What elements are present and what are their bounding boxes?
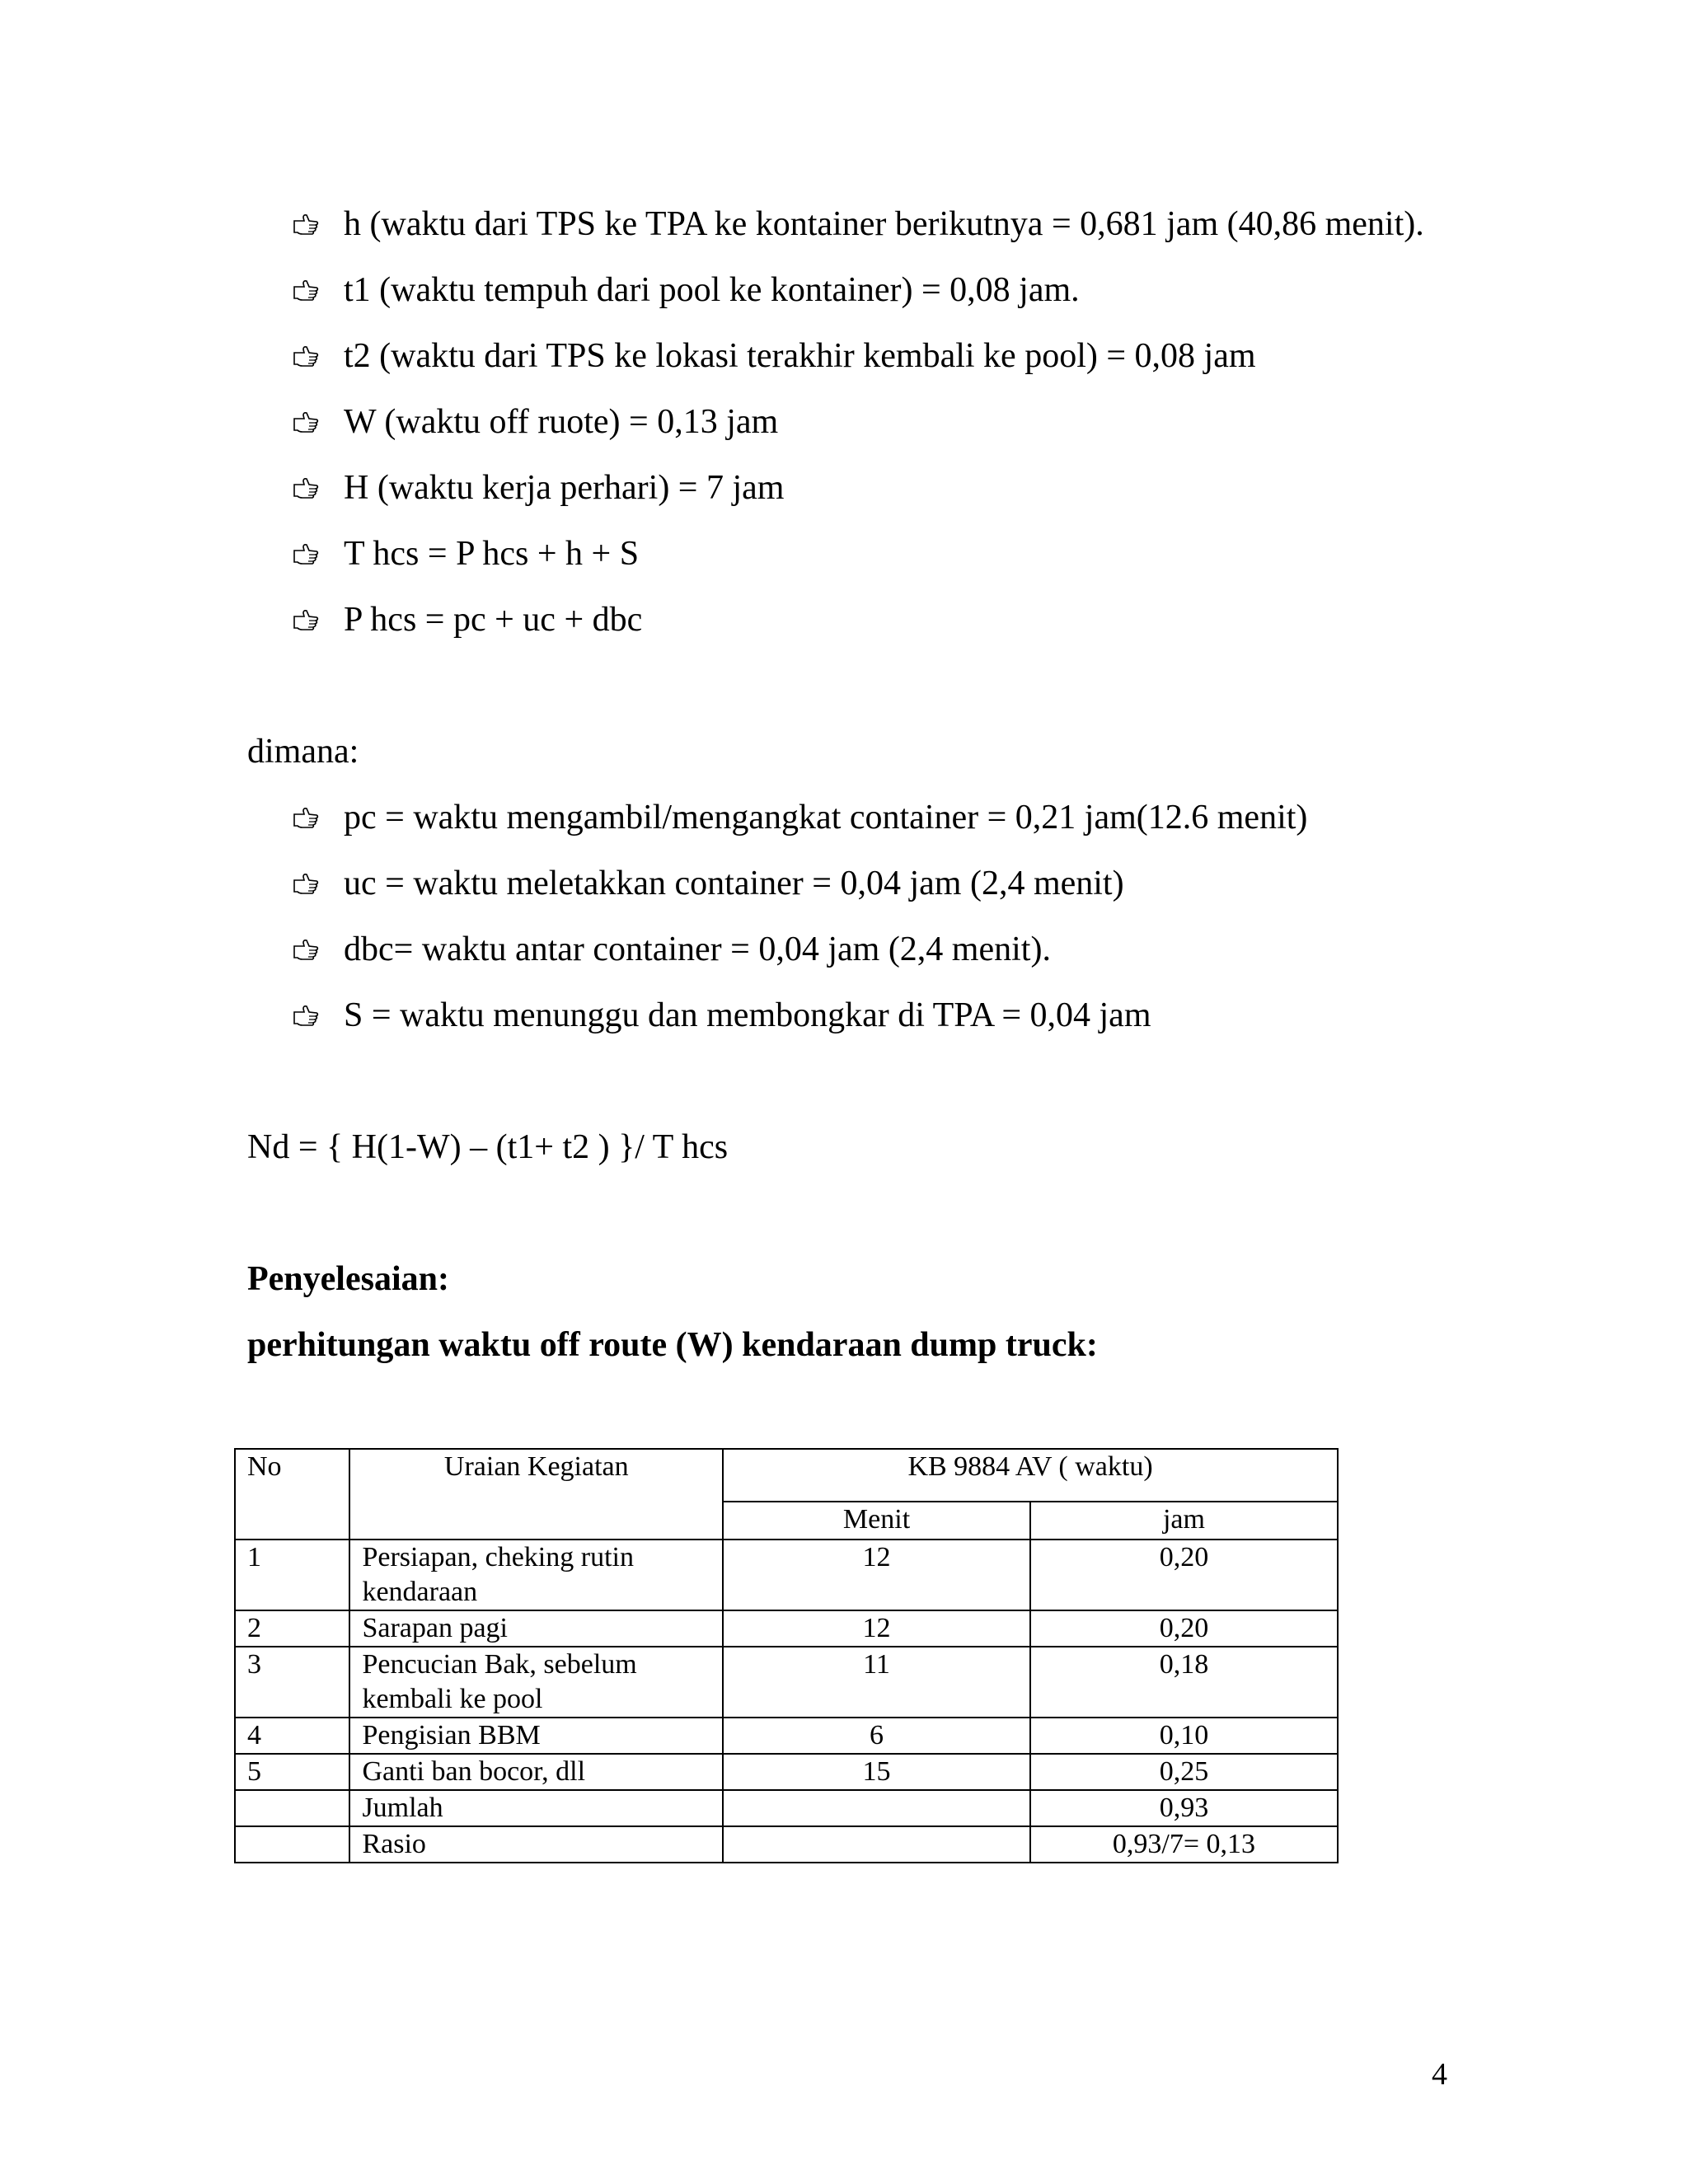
pointing-hand-icon (293, 542, 319, 567)
table-row (235, 1754, 1338, 1790)
table-row (235, 1540, 1338, 1610)
table-header-row (235, 1449, 1338, 1502)
cell-no (235, 1790, 349, 1826)
list-item (293, 785, 1463, 851)
list-item (293, 916, 1463, 982)
cell-no (235, 1826, 349, 1863)
cell-uraian: Persiapan, cheking rutin kendaraan (349, 1540, 723, 1610)
cell-uraian: Pencucian Bak, sebelum kembali ke pool (349, 1647, 723, 1718)
cell-jam: 0,18 (1030, 1647, 1338, 1718)
pointing-hand-icon (293, 1004, 319, 1029)
pointing-hand-icon (293, 344, 319, 369)
pointing-hand-icon (293, 279, 319, 303)
cell-uraian: Pengisian BBM (349, 1718, 723, 1754)
list-item-text: uc = waktu meletakkan container = 0,04 jam (2,4 menit) (344, 865, 1124, 902)
cell-no: 3 (235, 1647, 349, 1718)
list-item-text: dbc= waktu antar container = 0,04 jam (2,4 menit). (344, 930, 1051, 968)
list-item (293, 455, 1463, 521)
header-vehicle-group: KB 9884 AV ( waktu) (723, 1449, 1338, 1502)
cell-uraian: Jumlah (349, 1790, 723, 1826)
cell-jam: 0,10 (1030, 1718, 1338, 1754)
component-list (293, 785, 1463, 1048)
list-item-text: S = waktu menunggu dan membongkar di TPA = 0,04 jam (344, 996, 1151, 1034)
list-item (293, 521, 1463, 587)
list-item-text: t2 (waktu dari TPS ke lokasi terakhir kembali ke pool) = 0,08 jam (344, 337, 1256, 375)
cell-uraian: Rasio (349, 1826, 723, 1863)
list-item-text: h (waktu dari TPS ke TPA ke kontainer berikutnya = 0,681 jam (40,86 menit). (344, 205, 1424, 243)
table-row (235, 1647, 1338, 1718)
list-item (293, 982, 1463, 1048)
table-row (235, 1610, 1338, 1647)
list-item (293, 389, 1463, 455)
table-row-jumlah (235, 1790, 1338, 1826)
list-item-text: pc = waktu mengambil/mengangkat container = 0,21 jam(12.6 menit) (344, 799, 1308, 837)
cell-menit (723, 1826, 1030, 1863)
pointing-hand-icon (293, 938, 319, 963)
list-item (293, 257, 1463, 323)
list-item (293, 191, 1463, 257)
header-uraian: Uraian Kegiatan (349, 1449, 723, 1540)
pointing-hand-icon (293, 872, 319, 897)
table-row (235, 1718, 1338, 1754)
list-item (293, 851, 1463, 916)
header-menit: Menit (723, 1502, 1030, 1540)
list-item-text: T hcs = P hcs + h + S (344, 535, 640, 573)
heading-penyelesaian: Penyelesaian: (247, 1260, 449, 1298)
list-item-text: H (waktu kerja perhari) = 7 jam (344, 469, 785, 507)
pointing-hand-icon (293, 213, 319, 237)
cell-no: 2 (235, 1610, 349, 1647)
formula: Nd = { H(1-W) – (t1+ t2 ) }/ T hcs (247, 1128, 729, 1166)
header-no: No (235, 1449, 349, 1540)
table-row-rasio (235, 1826, 1338, 1863)
list-item (293, 587, 1463, 653)
list-item (293, 323, 1463, 389)
cell-jam: 0,93 (1030, 1790, 1338, 1826)
cell-menit: 15 (723, 1754, 1030, 1790)
pointing-hand-icon (293, 410, 319, 435)
cell-uraian: Sarapan pagi (349, 1610, 723, 1647)
cell-jam: 0,20 (1030, 1540, 1338, 1610)
pointing-hand-icon (293, 806, 319, 831)
dimana-label: dimana: (247, 733, 359, 771)
header-jam: jam (1030, 1502, 1338, 1540)
list-item-text: P hcs = pc + uc + dbc (344, 601, 643, 639)
list-item-text: W (waktu off ruote) = 0,13 jam (344, 403, 779, 441)
cell-jam: 0,93/7= 0,13 (1030, 1826, 1338, 1863)
cell-no: 5 (235, 1754, 349, 1790)
cell-menit: 12 (723, 1610, 1030, 1647)
pointing-hand-icon (293, 476, 319, 501)
heading-perhitungan: perhitungan waktu off route (W) kendaraan dump truck: (247, 1326, 1098, 1364)
list-item-text: t1 (waktu tempuh dari pool ke kontainer) = 0,08 jam. (344, 271, 1080, 309)
cell-no: 1 (235, 1540, 349, 1610)
pointing-hand-icon (293, 608, 319, 633)
cell-menit (723, 1790, 1030, 1826)
cell-menit: 11 (723, 1647, 1030, 1718)
cell-no: 4 (235, 1718, 349, 1754)
definition-list (293, 191, 1463, 653)
cell-jam: 0,25 (1030, 1754, 1338, 1790)
cell-menit: 6 (723, 1718, 1030, 1754)
cell-uraian: Ganti ban bocor, dll (349, 1754, 723, 1790)
cell-menit: 12 (723, 1540, 1030, 1610)
cell-jam: 0,20 (1030, 1610, 1338, 1647)
page-number: 4 (1432, 2057, 1447, 2092)
off-route-table (234, 1448, 1339, 1863)
